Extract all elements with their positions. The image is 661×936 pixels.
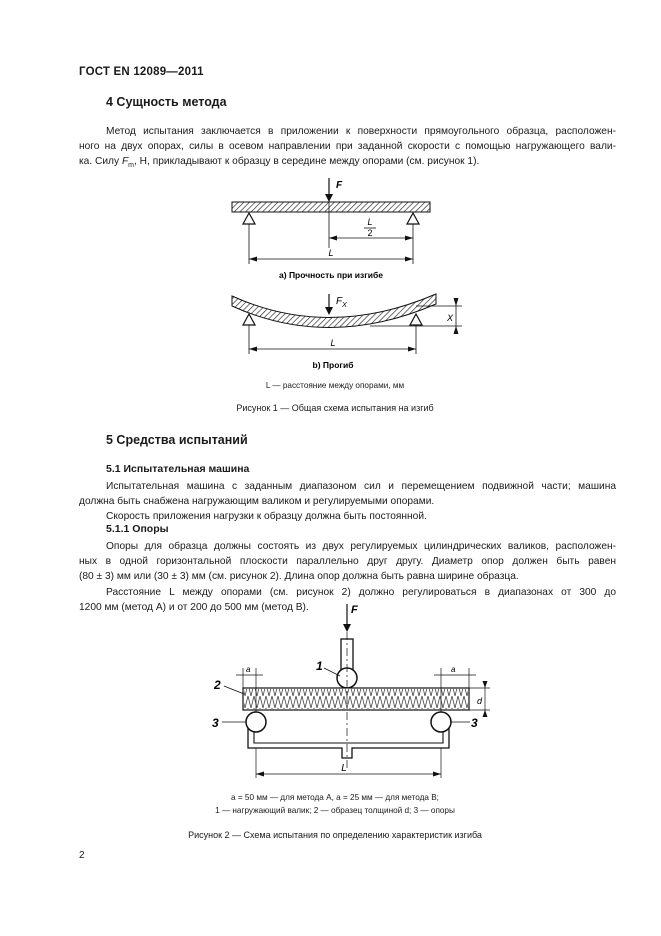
support-right [407,213,419,224]
force-symbol: F [121,156,129,168]
figure-2-legend-line-2: 1 — нагружающий валик; 2 — образец толщиной d; 3 — опоры [215,806,455,815]
label-support-right: 3 [471,716,478,730]
section-5-1-paragraph [79,479,616,525]
figure-1-caption: Рисунок 1 — Общая схема испытания на изгиб [236,403,434,413]
half-span-numerator: L [367,217,373,227]
half-span-denominator: 2 [367,228,373,238]
support-left [246,712,266,732]
section-4-line-3: ка. Силу $F_m$, Н, прикладывают к образцу в середине между опорами (см. рисунок 1). [79,156,480,170]
force-label: F [351,604,358,616]
support-left [243,314,255,325]
force-label: F [336,180,343,191]
thickness-label: d [477,696,483,706]
figure-1-diagram [200,172,470,372]
span-label: L [328,248,334,258]
section-4-heading: 4 Сущность метода [106,95,227,109]
span-label: L [341,763,347,774]
section-4-line-2: ного на двух опорах, силы в осевом направлении при заданной скорости с помощью нагружающего вали- [79,141,616,153]
force-arrow-head [325,307,333,315]
section-5-1-1-line-3: (80 ± 3) мм или (30 ± 3) мм (см. рисунок 2). Длина опор должна быть равна ширине образца. [79,571,519,583]
section-5-1-1-line-1: Опоры для образца должны состоять из двух регулируемых цилиндрических валиков, расположен- [106,541,616,552]
figure-1b [232,294,462,370]
force-arrow-head [343,624,351,632]
overhang-left-label: a [246,665,251,674]
specimen-beam [232,202,430,212]
figure-1a-caption: а) Прочность при изгибе [279,270,383,280]
force-subscript: m [128,162,135,170]
label-sample: 2 [214,678,221,692]
figure-1-legend: L — расстояние между опорами, мм [265,381,405,390]
section-5-1-line-3: Скорость приложения нагрузки к образцу должна быть постоянной. [106,511,427,523]
figure-1a [232,178,430,280]
figure-1b-caption: b) Прогиб [312,360,354,370]
section-5-1-1-line-5: 1200 мм (метод А) и от 200 до 500 мм (метод В). [79,601,309,613]
section-5-1-1-heading: 5.1.1 Опоры [106,523,169,535]
deflected-beam [232,294,436,328]
support-left [243,213,255,224]
support-right [431,712,451,732]
section-5-heading: 5 Средства испытаний [106,433,248,447]
figure-2-caption: Рисунок 2 — Схема испытания по определению характеристик изгиба [188,830,482,840]
force-label: $F_X$ [336,296,347,309]
section-4-paragraph [79,124,616,174]
figure-2-diagram [200,600,500,790]
label-roller: 1 [316,659,323,673]
deflection-label: X [447,313,454,323]
label-support-left: 3 [212,716,219,730]
document-header: ГОСТ EN 12089—2011 [79,66,204,78]
section-5-1-1-line-2: ных в одной горизонтальной плоскости параллельно друг другу. Диаметр опор должен быть равен [79,556,616,568]
force-arrow-head [325,194,333,202]
section-5-1-heading: 5.1 Испытательная машина [106,463,250,475]
section-5-1-line-2: должна быть снабжена нагружающим валиком и регулируемыми опорами. [79,496,435,508]
span-label: L [330,338,336,348]
figure-2-legend-line-1: a = 50 мм — для метода А, a = 25 мм — для метода В; [231,793,439,802]
overhang-right-label: a [451,665,456,674]
section-5-1-1-line-4: Расстояние L между опорами (см. рисунок 2) должно регулироваться в диапазонах от 300 до [106,586,616,598]
page-number: 2 [79,850,85,861]
section-5-1-line-1: Испытательная машина с заданным диапазоном сил и перемещением подвижной части; машина [106,481,616,492]
support-right [410,314,422,325]
section-4-line-1: Метод испытания заключается в приложении к поверхности прямоугольного образца, расположен- [106,126,616,137]
